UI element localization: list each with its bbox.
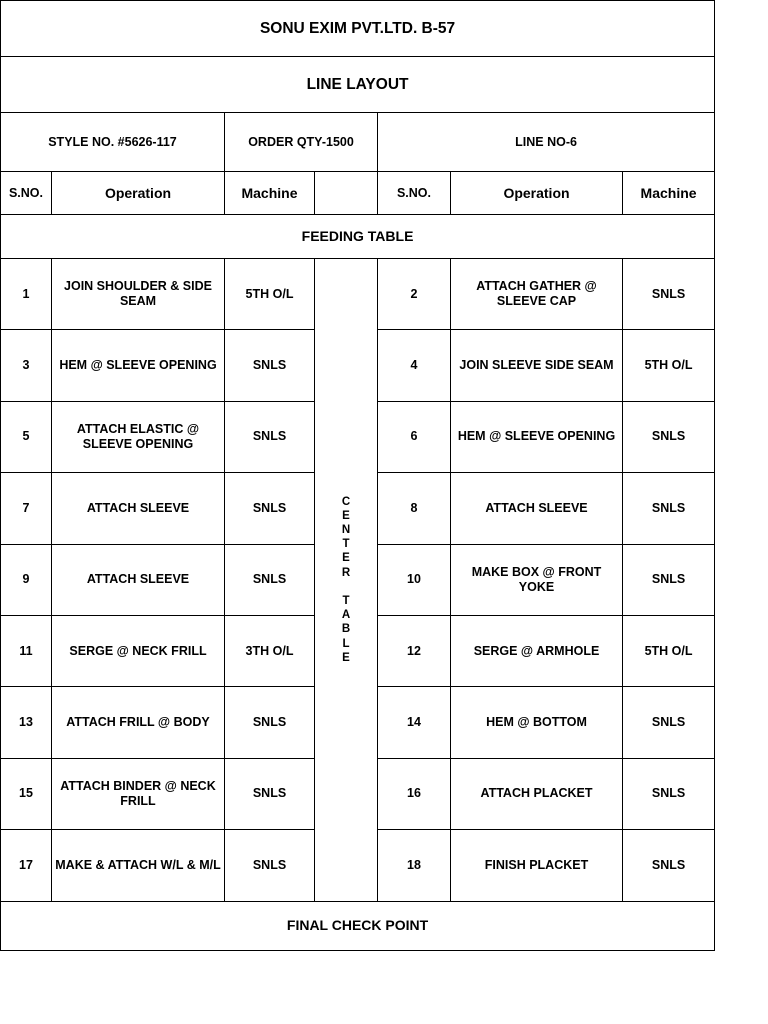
right-operation: HEM @ SLEEVE OPENING	[451, 401, 623, 472]
order-quantity: ORDER QTY-1500	[225, 113, 378, 172]
header-sno-right: S.NO.	[378, 172, 451, 215]
center-table-letter: L	[342, 637, 350, 650]
center-table-letter: E	[342, 552, 350, 565]
layout-title: LINE LAYOUT	[1, 57, 715, 113]
style-number: STYLE NO. #5626-117	[1, 113, 225, 172]
right-operation: FINISH PLACKET	[451, 830, 623, 901]
table-row	[1, 259, 715, 330]
right-machine: SNLS	[623, 259, 715, 330]
header-machine-left: Machine	[225, 172, 315, 215]
right-operation: JOIN SLEEVE SIDE SEAM	[451, 330, 623, 401]
left-machine: SNLS	[225, 330, 315, 401]
right-sno: 14	[378, 687, 451, 758]
right-sno: 2	[378, 259, 451, 330]
left-machine: SNLS	[225, 401, 315, 472]
left-machine: SNLS	[225, 830, 315, 901]
left-operation: ATTACH BINDER @ NECK FRILL	[52, 758, 225, 829]
left-sno: 1	[1, 259, 52, 330]
feeding-table-label: FEEDING TABLE	[1, 215, 715, 259]
right-machine: SNLS	[623, 544, 715, 615]
left-operation: ATTACH FRILL @ BODY	[52, 687, 225, 758]
right-sno: 18	[378, 830, 451, 901]
center-table-letter: C	[341, 495, 351, 508]
center-table-letter: B	[341, 623, 351, 636]
right-machine: SNLS	[623, 758, 715, 829]
left-operation: ATTACH SLEEVE	[52, 544, 225, 615]
right-operation: HEM @ BOTTOM	[451, 687, 623, 758]
right-machine: SNLS	[623, 687, 715, 758]
left-machine: SNLS	[225, 473, 315, 544]
left-sno: 3	[1, 330, 52, 401]
left-operation: ATTACH ELASTIC @ SLEEVE OPENING	[52, 401, 225, 472]
left-sno: 13	[1, 687, 52, 758]
left-sno: 9	[1, 544, 52, 615]
right-sno: 16	[378, 758, 451, 829]
center-table-letter: N	[341, 523, 351, 536]
left-sno: 11	[1, 615, 52, 686]
left-sno: 15	[1, 758, 52, 829]
right-operation: SERGE @ ARMHOLE	[451, 615, 623, 686]
right-machine: SNLS	[623, 401, 715, 472]
right-machine: SNLS	[623, 473, 715, 544]
center-table-letter: R	[341, 566, 351, 579]
right-sno: 12	[378, 615, 451, 686]
left-operation: JOIN SHOULDER & SIDE SEAM	[52, 259, 225, 330]
right-operation: ATTACH GATHER @ SLEEVE CAP	[451, 259, 623, 330]
left-operation: HEM @ SLEEVE OPENING	[52, 330, 225, 401]
center-table-letter: T	[342, 594, 350, 607]
center-table-letter	[318, 580, 374, 594]
final-check-point: FINAL CHECK POINT	[1, 901, 715, 950]
left-operation: MAKE & ATTACH W/L & M/L	[52, 830, 225, 901]
header-operation-left: Operation	[52, 172, 225, 215]
left-operation: ATTACH SLEEVE	[52, 473, 225, 544]
left-machine: SNLS	[225, 687, 315, 758]
center-table-letter: E	[342, 651, 350, 664]
right-sno: 4	[378, 330, 451, 401]
left-machine: SNLS	[225, 544, 315, 615]
center-table-letter: A	[341, 609, 351, 622]
right-operation: MAKE BOX @ FRONT YOKE	[451, 544, 623, 615]
center-table-label	[315, 259, 378, 902]
left-machine: SNLS	[225, 758, 315, 829]
left-operation: SERGE @ NECK FRILL	[52, 615, 225, 686]
right-sno: 6	[378, 401, 451, 472]
header-machine-right: Machine	[623, 172, 715, 215]
left-sno: 5	[1, 401, 52, 472]
right-machine: 5TH O/L	[623, 615, 715, 686]
right-machine: 5TH O/L	[623, 330, 715, 401]
right-operation: ATTACH PLACKET	[451, 758, 623, 829]
header-blank	[315, 172, 378, 215]
left-machine: 3TH O/L	[225, 615, 315, 686]
center-table-letter: E	[342, 509, 350, 522]
left-machine: 5TH O/L	[225, 259, 315, 330]
right-sno: 10	[378, 544, 451, 615]
left-sno: 7	[1, 473, 52, 544]
company-title: SONU EXIM PVT.LTD. B-57	[1, 1, 715, 57]
left-sno: 17	[1, 830, 52, 901]
center-table-letter: T	[342, 538, 350, 551]
header-sno-left: S.NO.	[1, 172, 52, 215]
line-number: LINE NO-6	[378, 113, 715, 172]
right-sno: 8	[378, 473, 451, 544]
right-machine: SNLS	[623, 830, 715, 901]
right-operation: ATTACH SLEEVE	[451, 473, 623, 544]
header-operation-right: Operation	[451, 172, 623, 215]
